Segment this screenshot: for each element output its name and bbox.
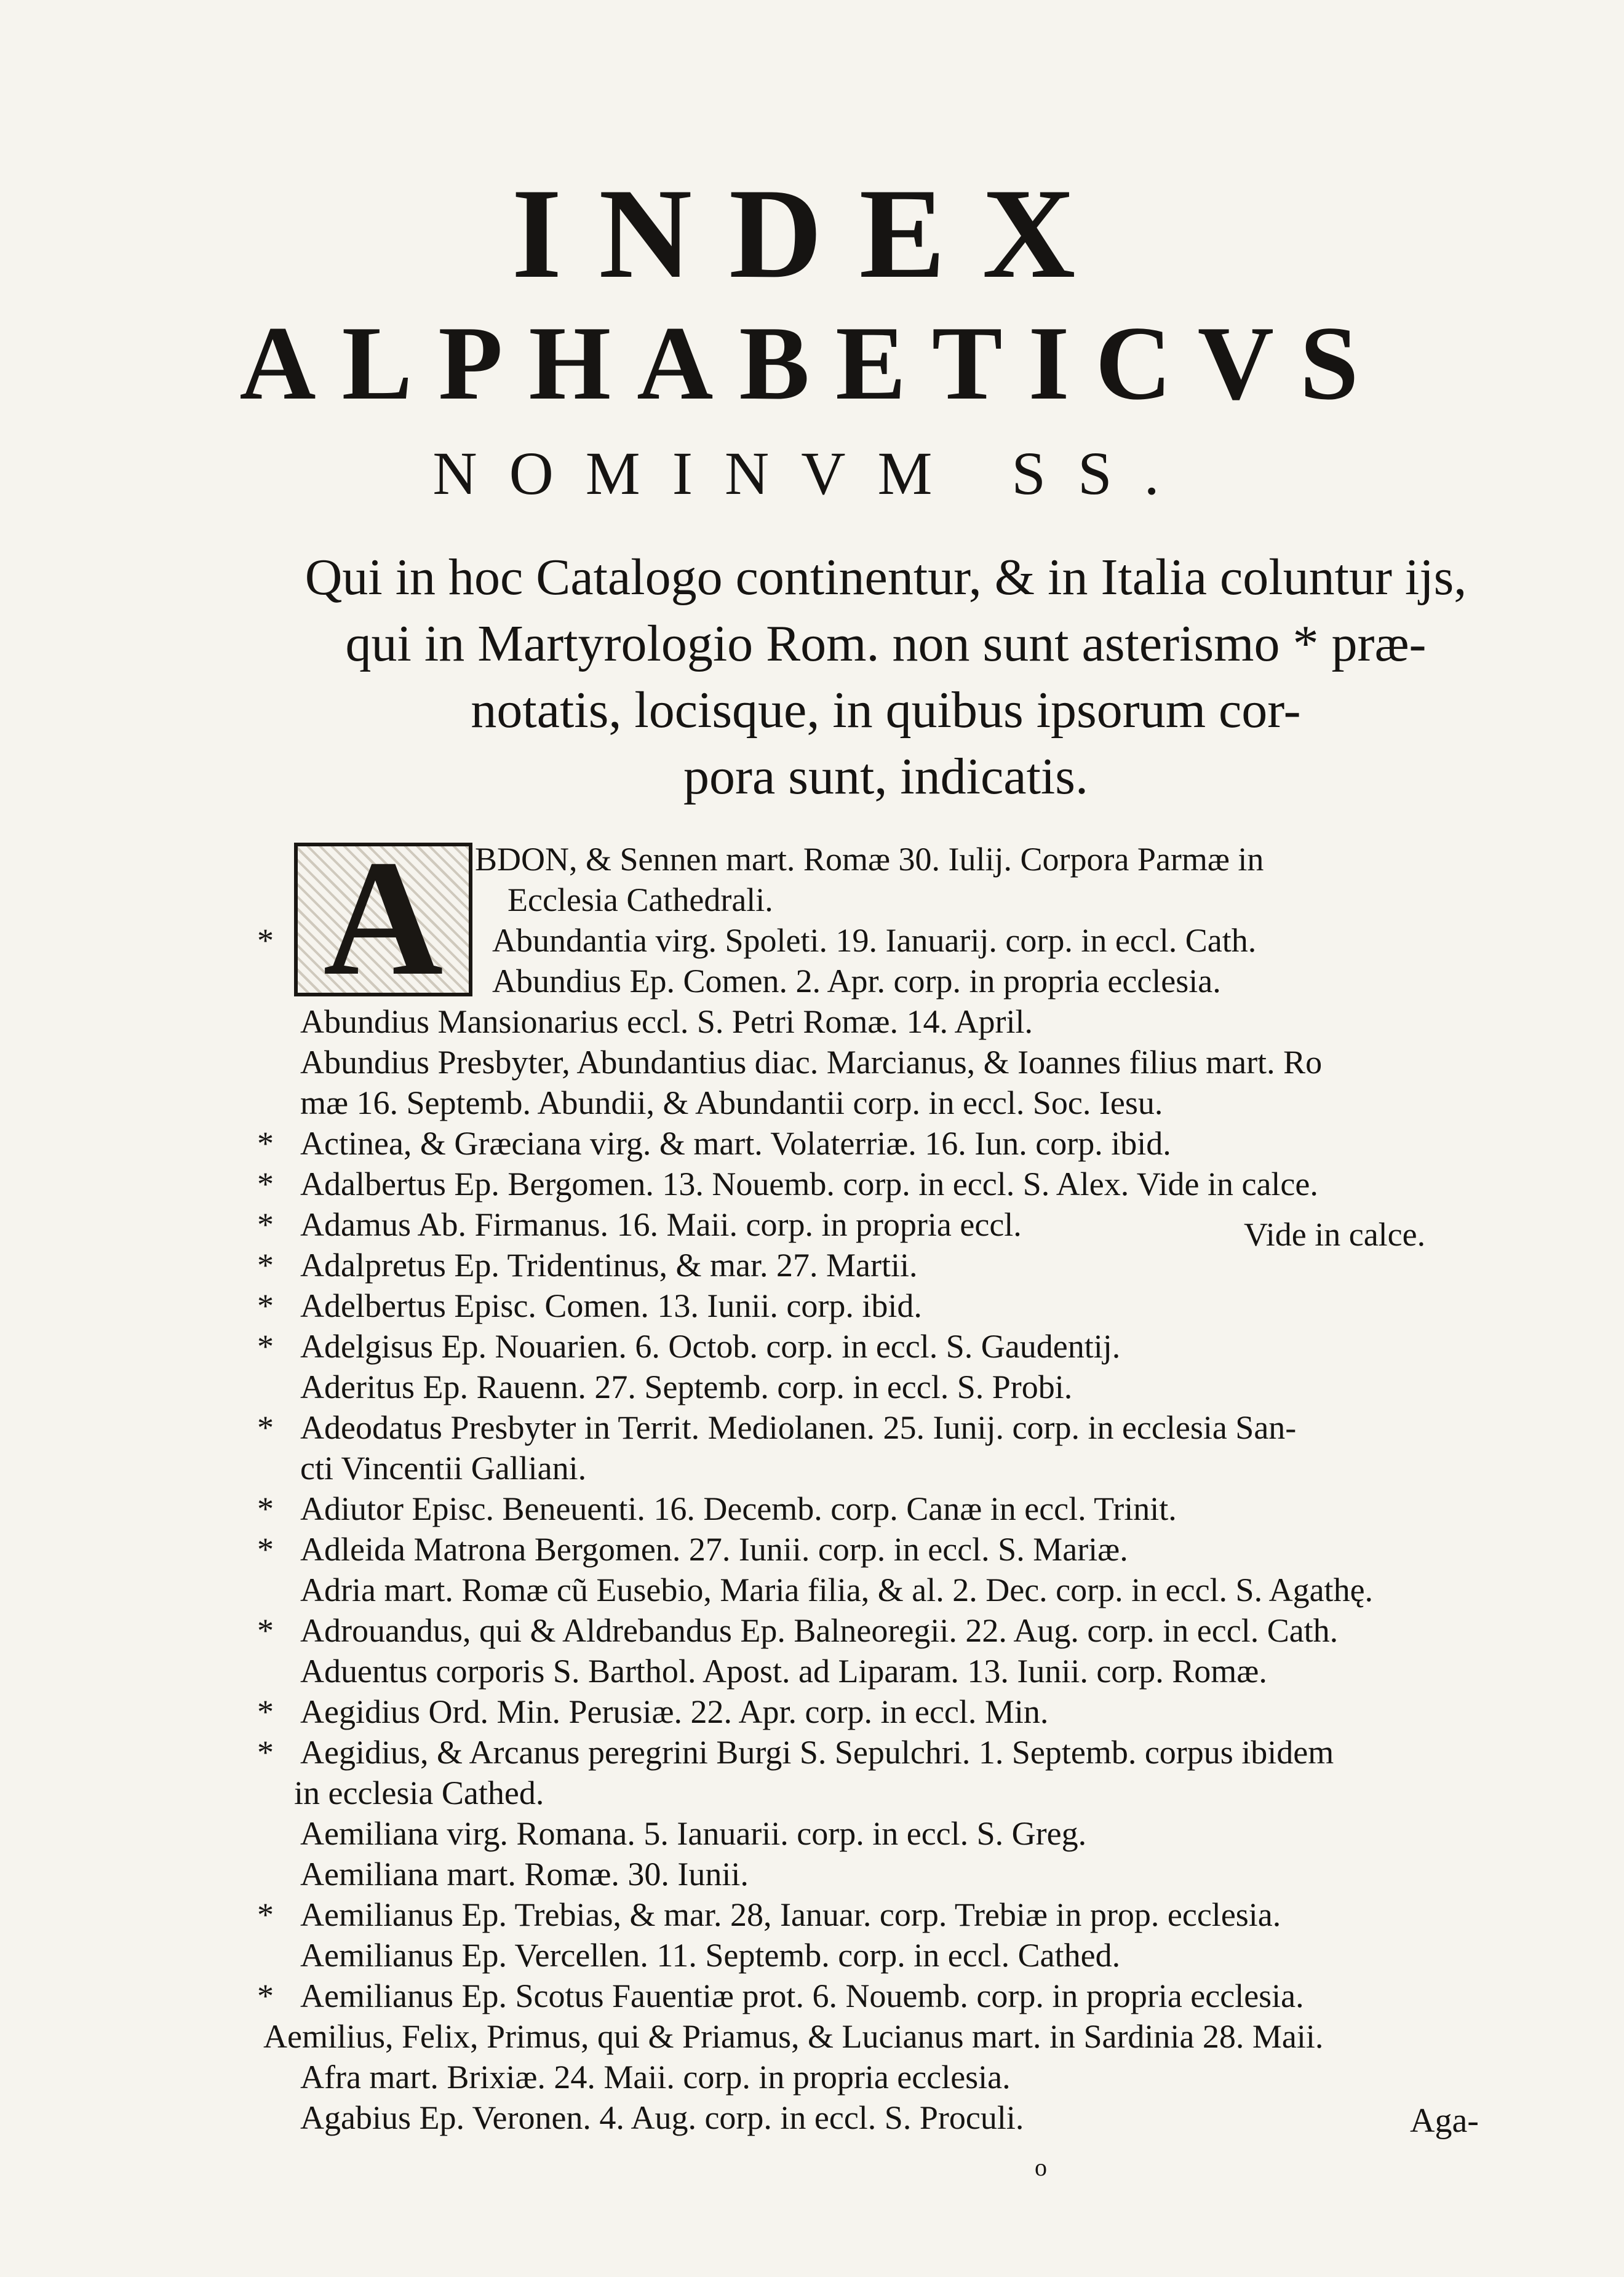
entry-text: Adiutor Episc. Beneuenti. 16. Decemb. corp. Canæ in eccl. Trinit. xyxy=(300,1490,1177,1527)
index-entry xyxy=(0,880,1624,920)
entry-text: Adrouandus, qui & Aldrebandus Ep. Balneoregii. 22. Aug. corp. in eccl. Cath. xyxy=(300,1612,1339,1649)
index-entry xyxy=(0,1367,1624,1407)
asterisk-mark: * xyxy=(257,1287,274,1324)
index-entry xyxy=(0,1570,1624,1610)
side-note: Vide in calce. xyxy=(1244,1216,1426,1253)
index-entry xyxy=(0,1854,1624,1894)
title-index: INDEX xyxy=(511,162,1113,305)
entry-text: Abundius Mansionarius eccl. S. Petri Romæ. 14. April. xyxy=(300,1003,1033,1040)
entry-text: BDON, & Sennen mart. Romæ 30. Iulij. Corpora Parmæ in xyxy=(475,841,1264,878)
entry-text: Aduentus corporis S. Barthol. Apost. ad Liparam. 13. Iunii. corp. Romæ. xyxy=(300,1653,1267,1690)
index-entry xyxy=(0,1691,1624,1732)
index-entry xyxy=(0,961,1624,1001)
entry-text: Adleida Matrona Bergomen. 27. Iunii. corp. in eccl. S. Mariæ. xyxy=(300,1531,1128,1568)
index-entry xyxy=(0,1164,1624,1204)
entry-text: Abundius Ep. Comen. 2. Apr. corp. in propria ecclesia. xyxy=(492,963,1221,999)
asterisk-mark: * xyxy=(257,1490,274,1527)
asterisk-mark: * xyxy=(257,1896,274,1933)
asterisk-mark: * xyxy=(257,1247,274,1284)
index-entries xyxy=(0,839,1624,2138)
entry-text: Aegidius Ord. Min. Perusiæ. 22. Apr. corp. in eccl. Min. xyxy=(300,1693,1049,1730)
entry-text: Adria mart. Romæ cũ Eusebio, Maria filia, & al. 2. Dec. corp. in eccl. S. Agathę. xyxy=(300,1572,1374,1608)
entry-text: Aemilius, Felix, Primus, qui & Priamus, & Lucianus mart. in Sardinia 28. Maii. xyxy=(263,2018,1324,2055)
index-entry xyxy=(0,1529,1624,1570)
entry-text: Abundius Presbyter, Abundantius diac. Marcianus, & Ioannes filius mart. Ro xyxy=(300,1044,1323,1081)
entry-text: Aemilianus Ep. Vercellen. 11. Septemb. corp. in eccl. Cathed. xyxy=(300,1937,1121,1974)
index-entry xyxy=(0,1732,1624,1773)
asterisk-mark: * xyxy=(257,922,274,959)
index-entry xyxy=(0,2097,1624,2138)
index-entry xyxy=(0,1651,1624,1691)
index-entry xyxy=(0,1610,1624,1651)
asterisk-mark: * xyxy=(257,1531,274,1568)
entry-text: in ecclesia Cathed. xyxy=(294,1774,544,1811)
entry-text: Adeodatus Presbyter in Territ. Mediolanen. 25. Iunij. corp. in ecclesia San- xyxy=(300,1409,1297,1446)
index-entry xyxy=(0,1001,1624,1042)
index-entry xyxy=(0,1326,1624,1367)
entry-text: Aemiliana mart. Romæ. 30. Iunii. xyxy=(300,1856,749,1893)
entry-text: Aemilianus Ep. Trebias, & mar. 28, Ianuar. corp. Trebiæ in prop. ecclesia. xyxy=(300,1896,1281,1933)
asterisk-mark: * xyxy=(257,1693,274,1730)
entry-text: Aderitus Ep. Rauenn. 27. Septemb. corp. in eccl. S. Probi. xyxy=(300,1369,1073,1405)
entry-text: Adalpretus Ep. Tridentinus, & mar. 27. Martii. xyxy=(300,1247,918,1284)
asterisk-mark: * xyxy=(257,1612,274,1649)
index-entry xyxy=(0,1123,1624,1164)
asterisk-mark: * xyxy=(257,1977,274,2014)
index-entry xyxy=(0,839,1624,880)
index-entry xyxy=(0,1448,1624,1488)
index-entry xyxy=(0,1042,1624,1083)
index-entry xyxy=(0,1083,1624,1123)
catchword: Aga- xyxy=(1410,2102,1479,2140)
intro-line: pora sunt, indicatis. xyxy=(683,748,1088,805)
asterisk-mark: * xyxy=(257,1328,274,1365)
entry-text: Aegidius, & Arcanus peregrini Burgi S. Sepulchri. 1. Septemb. corpus ibidem xyxy=(300,1734,1334,1771)
entry-text: mæ 16. Septemb. Abundii, & Abundantii corp. in eccl. Soc. Iesu. xyxy=(300,1084,1163,1121)
entry-text: Adelgisus Ep. Nouarien. 6. Octob. corp. in eccl. S. Gaudentij. xyxy=(300,1328,1121,1365)
entry-text: Adelbertus Episc. Comen. 13. Iunii. corp. ibid. xyxy=(300,1287,922,1324)
folio-mark: o xyxy=(1035,2153,1047,2181)
intro-line: qui in Martyrologio Rom. non sunt asterismo * præ- xyxy=(345,615,1427,672)
drop-cap-letter: A xyxy=(323,826,444,1010)
index-entry xyxy=(0,1488,1624,1529)
index-entry xyxy=(0,1407,1624,1448)
title-nominum: NOMINVM SS. xyxy=(432,439,1192,507)
entry-text: Afra mart. Brixiæ. 24. Maii. corp. in propria ecclesia. xyxy=(300,2059,1011,2096)
index-entry xyxy=(0,1976,1624,2016)
entry-text: Adamus Ab. Firmanus. 16. Maii. corp. in propria eccl. xyxy=(300,1206,1022,1243)
asterisk-mark: * xyxy=(257,1125,274,1162)
index-entry xyxy=(0,1935,1624,1976)
index-entry xyxy=(0,2016,1624,2057)
entry-text: Aemiliana virg. Romana. 5. Ianuarii. corp. in eccl. S. Greg. xyxy=(300,1815,1087,1852)
entry-text: Actinea, & Græciana virg. & mart. Volaterriæ. 16. Iun. corp. ibid. xyxy=(300,1125,1171,1162)
entry-text: Abundantia virg. Spoleti. 19. Ianuarij. corp. in eccl. Cath. xyxy=(492,922,1257,959)
entry-text: cti Vincentii Galliani. xyxy=(300,1450,587,1487)
entry-text: Adalbertus Ep. Bergomen. 13. Nouemb. corp. in eccl. S. Alex. Vide in calce. xyxy=(300,1166,1318,1202)
index-entry xyxy=(0,1286,1624,1326)
asterisk-mark: * xyxy=(257,1409,274,1446)
asterisk-mark: * xyxy=(257,1206,274,1243)
index-entry xyxy=(0,1894,1624,1935)
intro-paragraph xyxy=(234,544,1538,810)
intro-line: Qui in hoc Catalogo continentur, & in Italia coluntur ijs, xyxy=(304,549,1467,606)
entry-text: Agabius Ep. Veronen. 4. Aug. corp. in eccl. S. Proculi. xyxy=(300,2099,1024,2136)
entry-text: Ecclesia Cathedrali. xyxy=(507,881,773,918)
asterisk-mark: * xyxy=(257,1734,274,1771)
title-alphabeticus: ALPHABETICVS xyxy=(239,305,1385,422)
index-entry xyxy=(0,920,1624,961)
intro-line: notatis, locisque, in quibus ipsorum cor- xyxy=(471,682,1301,739)
index-entry xyxy=(0,2057,1624,2097)
index-entry xyxy=(0,1773,1624,1813)
entry-text: Aemilianus Ep. Scotus Fauentiæ prot. 6. Nouemb. corp. in propria ecclesia. xyxy=(300,1977,1304,2014)
index-entry xyxy=(0,1813,1624,1854)
asterisk-mark: * xyxy=(257,1166,274,1202)
